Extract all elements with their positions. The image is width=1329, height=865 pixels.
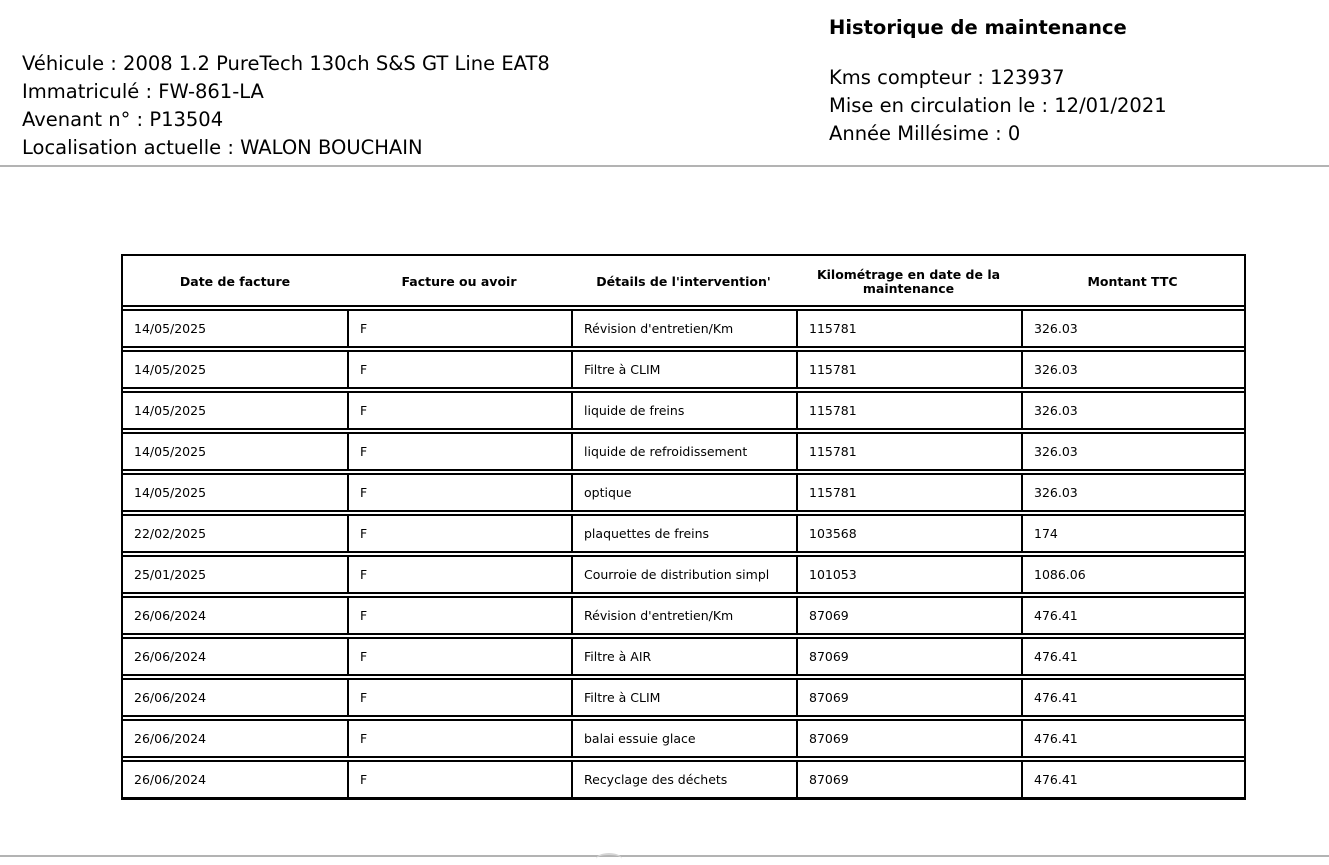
cell-mileage: 87069 [796,596,1021,635]
cell-invoice-date: 25/01/2025 [123,555,347,594]
table-row [123,391,1244,430]
page-edge-arc [596,853,622,865]
cell-intervention: Filtre à CLIM [571,678,796,717]
column-header-mileage: Kilométrage en date de la maintenance [796,258,1021,307]
column-header-invoice-date: Date de facture [123,258,347,307]
cell-mileage: 87069 [796,637,1021,676]
cell-invoice-type: F [347,432,571,471]
vehicle-info [22,50,550,162]
cell-invoice-date: 26/06/2024 [123,596,347,635]
cell-invoice-type: F [347,391,571,430]
cell-invoice-date: 14/05/2025 [123,432,347,471]
cell-intervention: Recyclage des déchets [571,760,796,799]
cell-invoice-type: F [347,678,571,717]
cell-mileage: 115781 [796,473,1021,512]
odometer-reading: Kms compteur : 123937 [829,66,1065,89]
cell-invoice-date: 14/05/2025 [123,391,347,430]
cell-invoice-date: 26/06/2024 [123,719,347,758]
table-row [123,637,1244,676]
footer-divider [0,855,1329,857]
cell-mileage: 87069 [796,719,1021,758]
cell-amount: 476.41 [1021,637,1244,676]
cell-intervention: Révision d'entretien/Km [571,309,796,348]
cell-intervention: Filtre à CLIM [571,350,796,389]
cell-invoice-type: F [347,555,571,594]
cell-intervention: plaquettes de freins [571,514,796,553]
vehicle-model: Véhicule : 2008 1.2 PureTech 130ch S&S GT Line EAT8 [22,52,550,75]
registration-date: Mise en circulation le : 12/01/2021 [829,94,1167,117]
cell-invoice-type: F [347,473,571,512]
table-row [123,514,1244,553]
column-header-invoice-or-credit: Facture ou avoir [347,258,571,307]
cell-invoice-type: F [347,637,571,676]
cell-intervention: liquide de freins [571,391,796,430]
column-header-intervention-details: Détails de l'intervention' [571,258,796,307]
table-row [123,432,1244,471]
cell-mileage: 87069 [796,678,1021,717]
header-divider [0,165,1329,167]
cell-mileage: 115781 [796,350,1021,389]
cell-amount: 326.03 [1021,432,1244,471]
cell-intervention: liquide de refroidissement [571,432,796,471]
cell-intervention: Filtre à AIR [571,637,796,676]
maintenance-table [123,256,1244,801]
cell-mileage: 115781 [796,309,1021,348]
table-row [123,596,1244,635]
cell-invoice-date: 22/02/2025 [123,514,347,553]
cell-invoice-type: F [347,596,571,635]
cell-invoice-type: F [347,309,571,348]
maintenance-table-frame [121,254,1246,800]
cell-amount: 1086.06 [1021,555,1244,594]
cell-amount: 476.41 [1021,760,1244,799]
column-header-amount: Montant TTC [1021,258,1244,307]
cell-intervention: Révision d'entretien/Km [571,596,796,635]
vehicle-amendment-number: Avenant n° : P13504 [22,108,224,131]
cell-invoice-type: F [347,514,571,553]
cell-amount: 326.03 [1021,350,1244,389]
cell-invoice-type: F [347,760,571,799]
cell-mileage: 115781 [796,432,1021,471]
cell-mileage: 115781 [796,391,1021,430]
table-row [123,719,1244,758]
cell-invoice-type: F [347,350,571,389]
vehicle-registration: Immatriculé : FW-861-LA [22,80,264,103]
cell-amount: 174 [1021,514,1244,553]
cell-intervention: Courroie de distribution simpl [571,555,796,594]
table-row [123,555,1244,594]
maintenance-header [829,14,1167,148]
page-title: Historique de maintenance [829,16,1127,39]
cell-mileage: 87069 [796,760,1021,799]
cell-mileage: 101053 [796,555,1021,594]
cell-amount: 326.03 [1021,391,1244,430]
table-row [123,678,1244,717]
table-header-row [123,258,1244,307]
cell-intervention: balai essuie glace [571,719,796,758]
cell-amount: 476.41 [1021,678,1244,717]
table-row [123,760,1244,799]
cell-amount: 476.41 [1021,596,1244,635]
cell-invoice-date: 26/06/2024 [123,637,347,676]
cell-invoice-type: F [347,719,571,758]
cell-amount: 476.41 [1021,719,1244,758]
table-row [123,473,1244,512]
model-year: Année Millésime : 0 [829,122,1021,145]
vehicle-location: Localisation actuelle : WALON BOUCHAIN [22,136,423,159]
table-row [123,350,1244,389]
cell-invoice-date: 26/06/2024 [123,760,347,799]
cell-invoice-date: 26/06/2024 [123,678,347,717]
table-row [123,309,1244,348]
cell-invoice-date: 14/05/2025 [123,350,347,389]
cell-amount: 326.03 [1021,309,1244,348]
cell-mileage: 103568 [796,514,1021,553]
cell-invoice-date: 14/05/2025 [123,473,347,512]
cell-invoice-date: 14/05/2025 [123,309,347,348]
cell-intervention: optique [571,473,796,512]
cell-amount: 326.03 [1021,473,1244,512]
